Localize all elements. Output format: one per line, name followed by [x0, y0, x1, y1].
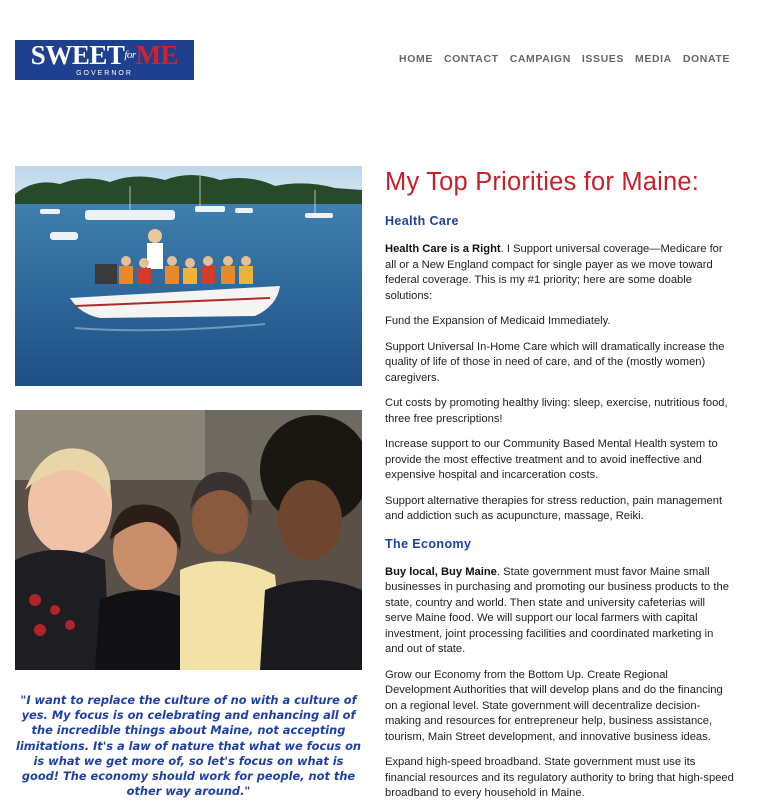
selfie-photo-image	[15, 410, 362, 670]
health-care-intro	[385, 242, 735, 304]
nav-media[interactable]: MEDIA	[635, 53, 672, 65]
section-heading-economy: The Economy	[385, 536, 472, 551]
health-care-lead: Health Care is a Right	[385, 243, 501, 255]
health-care-lead-rest: . I Support universal coverage—Medicare for all or a New England compact for single payer as we move toward federal coverage. This is my #1 priority; here are some doable solutions:	[385, 243, 723, 302]
logo-subtitle: GOVERNOR	[76, 70, 133, 77]
health-care-point: Support alternative therapies for stress reduction, pain management and addiction such as acupuncture, massage, Reiki.	[385, 494, 723, 522]
logo-text-sweet: SWEET	[30, 40, 125, 70]
nav-donate[interactable]: DONATE	[682, 53, 730, 65]
selfie-photo	[15, 410, 362, 670]
nav-campaign[interactable]: CAMPAIGN	[509, 53, 571, 65]
logo-wordmark	[31, 42, 178, 69]
boat-photo-image	[15, 166, 362, 386]
health-care-point: Support Universal In-Home Care which will dramatically increase the quality of life of those in need of care, and of the (mostly women) caregivers.	[385, 340, 725, 384]
nav-contact[interactable]: CONTACT	[443, 53, 499, 65]
logo-text-for: for	[124, 49, 136, 61]
health-care-point: Cut costs by promoting healthy living: sleep, exercise, nutritious food, three free prescriptions!	[385, 397, 728, 425]
priorities-content	[385, 166, 735, 801]
nav-home[interactable]: HOME	[399, 53, 433, 65]
boat-photo	[15, 166, 362, 386]
economy-lead: Buy local, Buy Maine	[385, 565, 497, 578]
section-heading-health-care: Health Care	[385, 214, 459, 228]
main-nav	[399, 53, 730, 65]
candidate-quote: "I want to replace the culture of no with a culture of yes. My focus is on celebrating and enhancing all of the incredible things about Maine, not accepting limitations. It's a law of nature that what we focus on is what we get more of, so let's focus on what is good! The economy should work for people, not the other way around."	[15, 693, 362, 799]
economy-lead-rest: . State government must favor Maine small businesses in purchasing and promoting our business products to the state, country and world. Then state and university cafeterias will serve Maine food. We will support our local farmers with capital investment, joint processing facilities and coordinated marketing in and out of state.	[385, 565, 729, 655]
economy-point: Grow our Economy from the Bottom Up. Create Regional Development Authorities that will develop plans and do the financing on a regional level. State government will decentralize decision-making and resources for entrepreneur help, business assistance, tourism, Main Street development, and innovative business ideas.	[385, 668, 723, 743]
site-logo[interactable]	[15, 40, 194, 80]
nav-issues[interactable]: ISSUES	[581, 53, 624, 65]
health-care-point: Fund the Expansion of Medicaid Immediately.	[385, 315, 611, 327]
page-title: My Top Priorities for Maine:	[385, 168, 700, 196]
health-care-point: Increase support to our Community Based Mental Health system to provide the most effective treatment and to avoid ineffective and expensive hospital and incarceration costs.	[385, 438, 718, 481]
logo-text-me: ME	[135, 40, 179, 70]
economy-intro	[385, 565, 735, 658]
economy-point: Expand high-speed broadband. State government must use its financial resources and its regulatory authority to bring that high-speed broadband to every household in Maine.	[385, 756, 734, 799]
